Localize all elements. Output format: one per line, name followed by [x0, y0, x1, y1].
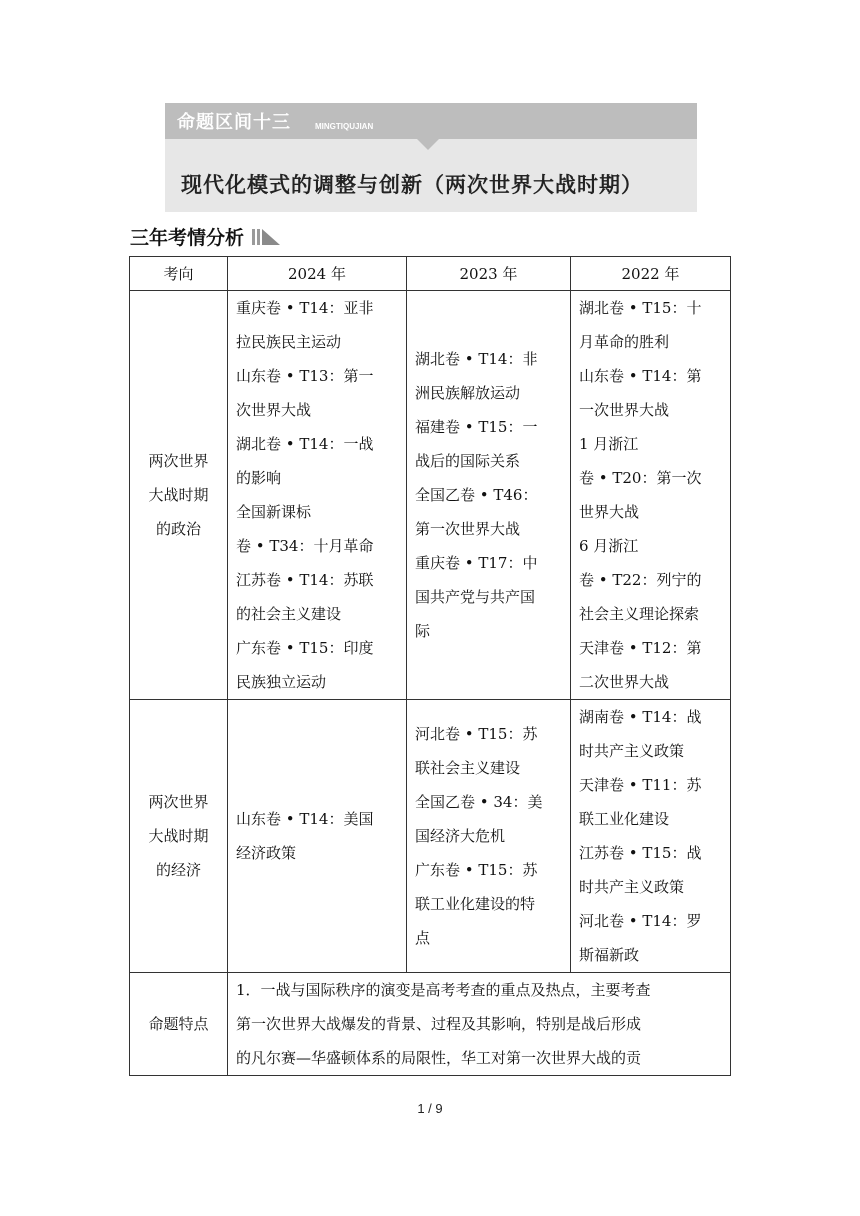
banner-header-strip [165, 103, 697, 139]
chapter-banner [165, 103, 697, 212]
table-cell: 湖南卷 • T14：战 时共产主义政策 天津卷 • T11：苏 联工业化建设 江苏卷 • T15：战 时共产主义政策 河北卷 • T14：罗 斯福新政 [571, 700, 731, 973]
chapter-tag: 命题区间十三 [177, 112, 291, 133]
table-cell: 山东卷 • T14：美国 经济政策 [228, 700, 407, 973]
section-arrow-icon [252, 227, 280, 245]
column-header: 考向 [130, 257, 228, 291]
table-row [130, 700, 731, 973]
table-cell: 河北卷 • T15：苏 联社会主义建设 全国乙卷 • 34：美 国经济大危机 广东卷 • T15：苏 联工业化建设的特 点 [407, 700, 571, 973]
table-row [130, 973, 731, 1076]
table-cell: 湖北卷 • T15：十 月革命的胜利 山东卷 • T14：第 一次世界大战 1 月浙江 卷 • T20：第一次 世界大战 6 月浙江 卷 • T22：列宁的 社会主义理论探索 天津卷 • T12：第 二次世界大战 [571, 291, 731, 700]
row-topic: 两次世界 大战时期 的经济 [130, 700, 228, 973]
banner-notch-icon [417, 139, 439, 150]
trait-cell: 1．一战与国际秩序的演变是高考考查的重点及热点，主要考查 第一次世界大战爆发的背景、过程及其影响，特别是战后形成 的凡尔赛—华盛顿体系的局限性，华工对第一次世界大战的贡 [228, 973, 731, 1076]
section-heading [130, 222, 280, 250]
row-topic: 命题特点 [130, 973, 228, 1076]
table-header-row [130, 257, 731, 291]
column-header: 2022 年 [571, 257, 731, 291]
column-header: 2023 年 [407, 257, 571, 291]
chapter-title: 现代化模式的调整与创新（两次世界大战时期） [181, 173, 643, 197]
table-cell: 重庆卷 • T14：亚非 拉民族民主运动 山东卷 • T13：第一 次世界大战 湖北卷 • T14：一战 的影响 全国新课标 卷 • T34：十月革命 江苏卷 • T14：苏联 的社会主义建设 广东卷 • T15：印度 民族独立运动 [228, 291, 407, 700]
page-number: 1 / 9 [417, 1101, 443, 1116]
table-cell: 湖北卷 • T14：非 洲民族解放运动 福建卷 • T15：一 战后的国际关系 全国乙卷 • T46： 第一次世界大战 重庆卷 • T17：中 国共产党与共产国 际 [407, 291, 571, 700]
section-title: 三年考情分析 [130, 226, 245, 249]
table-row [130, 291, 731, 700]
column-header: 2024 年 [228, 257, 407, 291]
exam-analysis-table [129, 256, 731, 1076]
chapter-tag-pinyin: MINGTIQUJIAN [315, 122, 374, 131]
row-topic: 两次世界 大战时期 的政治 [130, 291, 228, 700]
